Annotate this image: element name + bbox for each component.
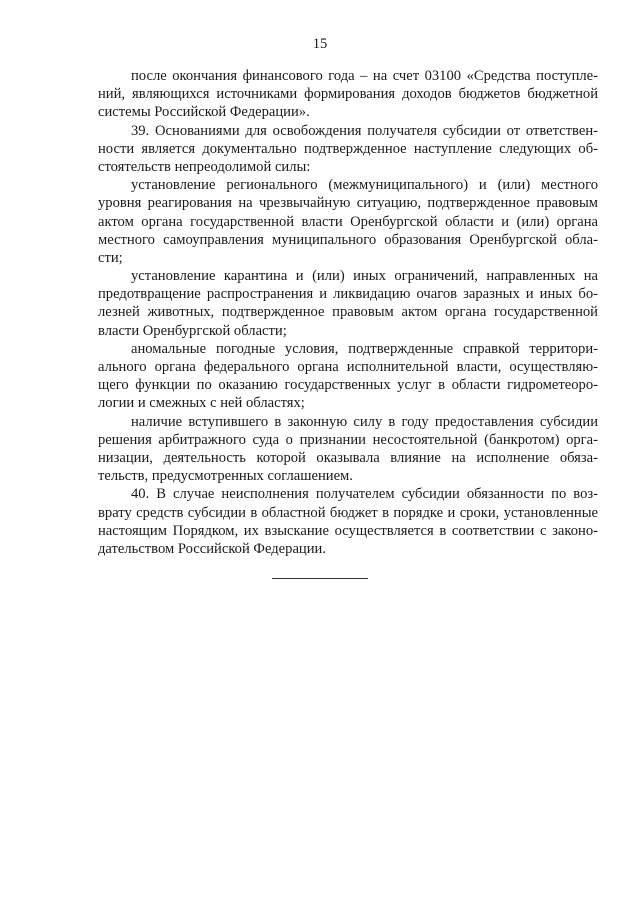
text-line: тельств, предусмотренных соглашением. <box>98 468 353 485</box>
text-line: власти Оренбургской области; <box>98 322 287 339</box>
document-body <box>98 67 598 558</box>
text-line: низации, деятельность которой оказывала влияние на исполнение обяза- <box>98 449 598 466</box>
text-line: 40. В случае неисполнения получателем субсидии обязанности по воз- <box>131 486 598 503</box>
text-line: системы Российской Федерации». <box>98 104 310 121</box>
text-line: 39. Основаниями для освобождения получателя субсидии от ответствен- <box>131 122 598 139</box>
text-line: лезней животных, подтвержденное правовым актом органа государственной <box>98 304 598 321</box>
text-line: логии и смежных с ней областях; <box>98 395 305 412</box>
text-line: дательством Российской Федерации. <box>98 540 327 557</box>
end-of-text-divider <box>272 578 368 579</box>
text-line: сти; <box>98 249 123 266</box>
text-line: стоятельств непреодолимой силы: <box>98 158 311 175</box>
text-line: после окончания финансового года – на счет 03100 «Средства поступле- <box>131 68 598 84</box>
text-line: врату средств субсидии в областной бюджет в порядке и сроки, установленные <box>98 504 598 521</box>
text-line: предотвращение распространения и ликвидацию очагов заразных и иных бо- <box>98 286 598 303</box>
text-line: наличие вступившего в законную силу в году предоставления субсидии <box>131 413 598 430</box>
text-line: ального органа федерального органа исполнительной власти, осуществляю- <box>98 359 598 375</box>
text-line: актом органа государственной власти Оренбургской области и (или) органа <box>98 213 598 230</box>
text-line: установление карантина и (или) иных ограничений, направленных на <box>131 268 598 285</box>
text-line: ний, являющихся источниками формирования доходов бюджетов бюджетной <box>98 86 598 103</box>
text-line: настоящим Порядком, их взыскание осуществляется в соответствии с законо- <box>98 522 598 539</box>
text-line: ности является документально подтвержденное наступление следующих об- <box>98 140 598 157</box>
text-line: решения арбитражного суда о признании несостоятельной (банкротом) орга- <box>98 431 598 448</box>
text-line: уровня реагирования на чрезвычайную ситуацию, подтвержденное правовым <box>98 195 598 212</box>
text-line: местного самоуправления муниципального образования Оренбургской обла- <box>98 231 598 248</box>
text-line: установление регионального (межмуниципального) и (или) местного <box>131 177 598 194</box>
page-number: 15 <box>312 36 328 52</box>
text-line: щего функции по оказанию государственных услуг в области гидрометеоро- <box>98 377 598 394</box>
text-line: аномальные погодные условия, подтвержденные справкой территори- <box>131 340 598 357</box>
